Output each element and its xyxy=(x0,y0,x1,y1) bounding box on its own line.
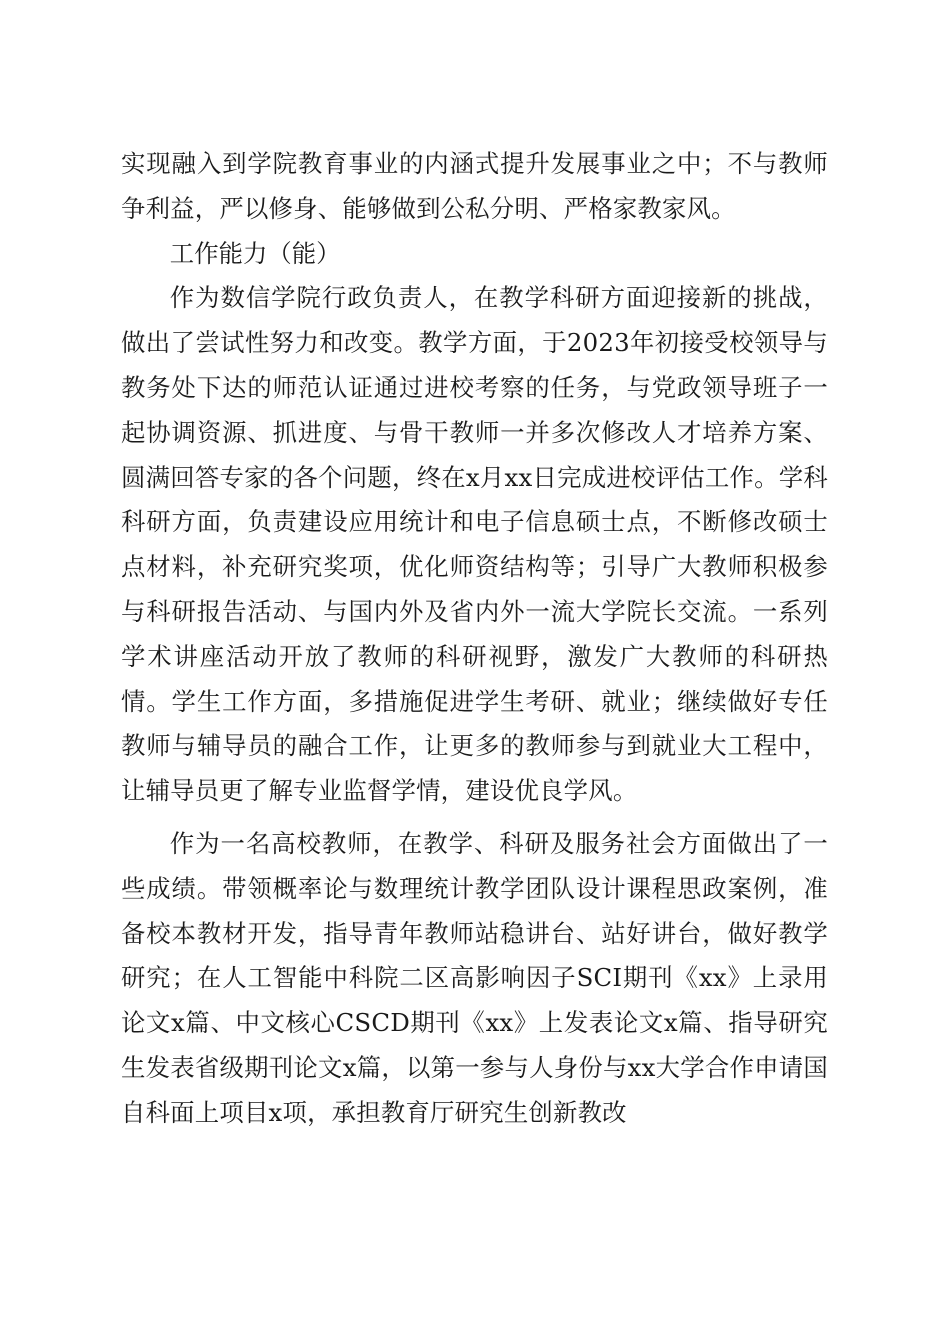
paragraph-intro: 实现融入到学院教育事业的内涵式提升发展事业之中；不与教师争利益，严以修身、能够做到公私分明、严格家教家风。 xyxy=(121,149,828,223)
document-body xyxy=(121,142,828,1136)
section-heading-work-ability: 工作能力（能） xyxy=(169,238,341,268)
paragraph-administrative-role: 作为数信学院行政负责人，在教学科研方面迎接新的挑战，做出了尝试性努力和改变。教学方面，于2023年初接受校领导与教务处下达的师范认证通过进校考察的任务，与党政领导班子一起协调资源、抓进度、与骨干教师一并多次修改人才培养方案、圆满回答专家的各个问题，终在x月xx日完成进校评估工作。学科科研方面，负责建设应用统计和电子信息硕士点，不断修改硕士点材料，补充研究奖项，优化师资结构等；引导广大教师积极参与科研报告活动、与国内外及省内外一流大学院长交流。一系列学术讲座活动开放了教师的科研视野，激发广大教师的科研热情。学生工作方面，多措施促进学生考研、就业；继续做好专任教师与辅导员的融合工作，让更多的教师参与到就业大工程中，让辅导员更了解专业监督学情，建设优良学风。 xyxy=(121,283,828,806)
paragraph-teacher-role: 作为一名高校教师，在教学、科研及服务社会方面做出了一些成绩。带领概率论与数理统计教学团队设计课程思政案例，准备校本教材开发，指导青年教师站稳讲台、站好讲台，做好教学研究；在人工智能中科院二区高影响因子SCI期刊《xx》上录用论文x篇、中文核心CSCD期刊《xx》上发表论文x篇、指导研究生发表省级期刊论文x篇，以第一参与人身份与xx大学合作申请国自科面上项目x项，承担教育厅研究生创新教改 xyxy=(121,828,828,1127)
paragraph-gap xyxy=(121,814,828,822)
